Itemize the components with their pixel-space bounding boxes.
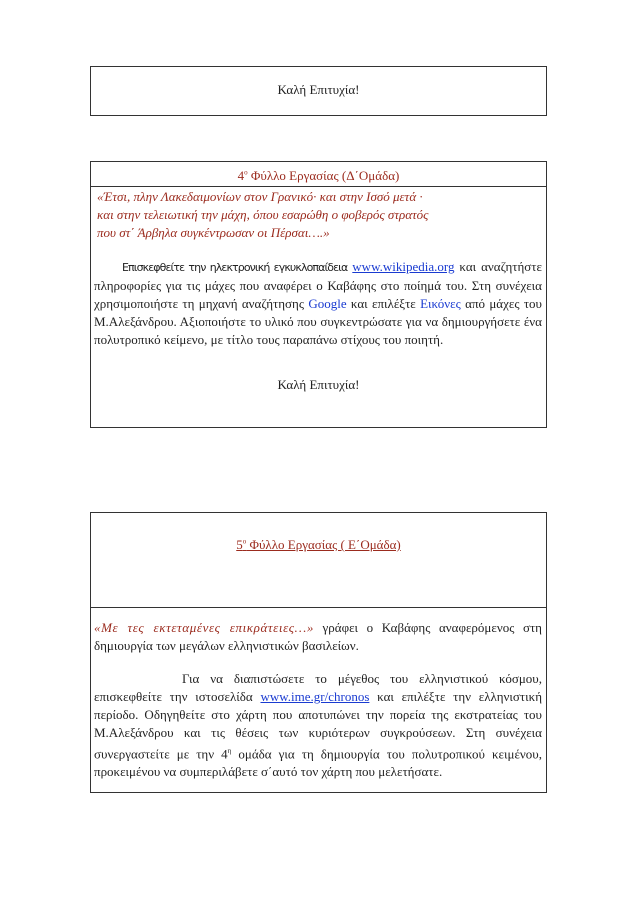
worksheet-5-intro: «Με τες εκτεταμένες επικράτειες…» γράφει ο Καβάφης αναφερόμενος στη δημιουργία των μεγάλων ελληνιστικών βασιλείων. [94,620,542,653]
closing-text: Καλή Επιτυχία! [277,377,360,392]
title-divider [91,607,546,608]
poem-line: που στ΄ Άρβηλα συγκέντρωσαν οι Πέρσαι….» [97,225,330,240]
ime-chronos-link[interactable]: www.ime.gr/chronos [260,689,370,704]
poem-line: «Έτσι, πλην Λακεδαιμονίων στον Γρανικό· και στην Ισσό μετά · [97,189,423,204]
images-label: Εικόνες [420,296,461,311]
closing-text: Καλή Επιτυχία! [277,82,360,97]
worksheet-4-instructions: Επισκεφθείτε την ηλεκτρονική εγκυκλοπαίδεια www.wikipedia.org και αναζητήστε πληροφορίες για τις μάχες που αναφέρει ο Καβάφης στο ποίημά του. Στη συνέχεια χρησιμοποιήστε τη μηχανή αναζήτησης Google και επιλέξτε Εικόνες από μάχες του Μ.Αλεξάνδρου. Αξιοποιήστε το υλικό που συγκεντρώσατε για να δημιουργήσετε ένα πολυτροπικό κείμενο, με τίτλο τους παραπάνω στίχους του ποιητή. [94,259,542,347]
worksheet-5-instructions: Για να διαπιστώσετε το μέγεθος του ελληνιστικού κόσμου, επισκεφθείτε την ιστοσελίδα www.ime.gr/chronos και επιλέξτε την ελληνιστική περίοδο. Οδηγηθείτε στο χάρτη που αποτυπώνει την πορεία της εκστρατείας του Μ.Αλεξάνδρου και τις θέσεις των κυριότερων συγκρούσεων. Στη συνέχεια συνεργαστείτε με την $4^\eta$ ομάδα για τη δημιουργία του πολυτροπικού κειμένου, προκειμένου να συμπεριλάβετε σ΄αυτό τον χάρτη που μελετήσατε. [94,671,542,780]
worksheet-5-title: $5^o$ Φύλλο Εργασίας ( Ε΄Ομάδα) [236,537,401,552]
poem-quote [97,188,542,242]
closing-box-top [90,66,547,116]
worksheet-5-box [90,512,547,793]
worksheet-4-title: $4^o$ Φύλλο Εργασίας (Δ΄Ομάδα) [237,168,400,183]
poem-line: και στην τελειωτική την μάχη, όπου εσαρώθη ο φοβερός στρατός [97,207,429,222]
title-divider [91,186,546,187]
poem-quote: «Με τες εκτεταμένες επικράτειες…» [94,620,314,635]
wikipedia-link[interactable]: www.wikipedia.org [352,259,455,274]
google-label: Google [308,296,347,311]
worksheet-4-box [90,161,547,428]
